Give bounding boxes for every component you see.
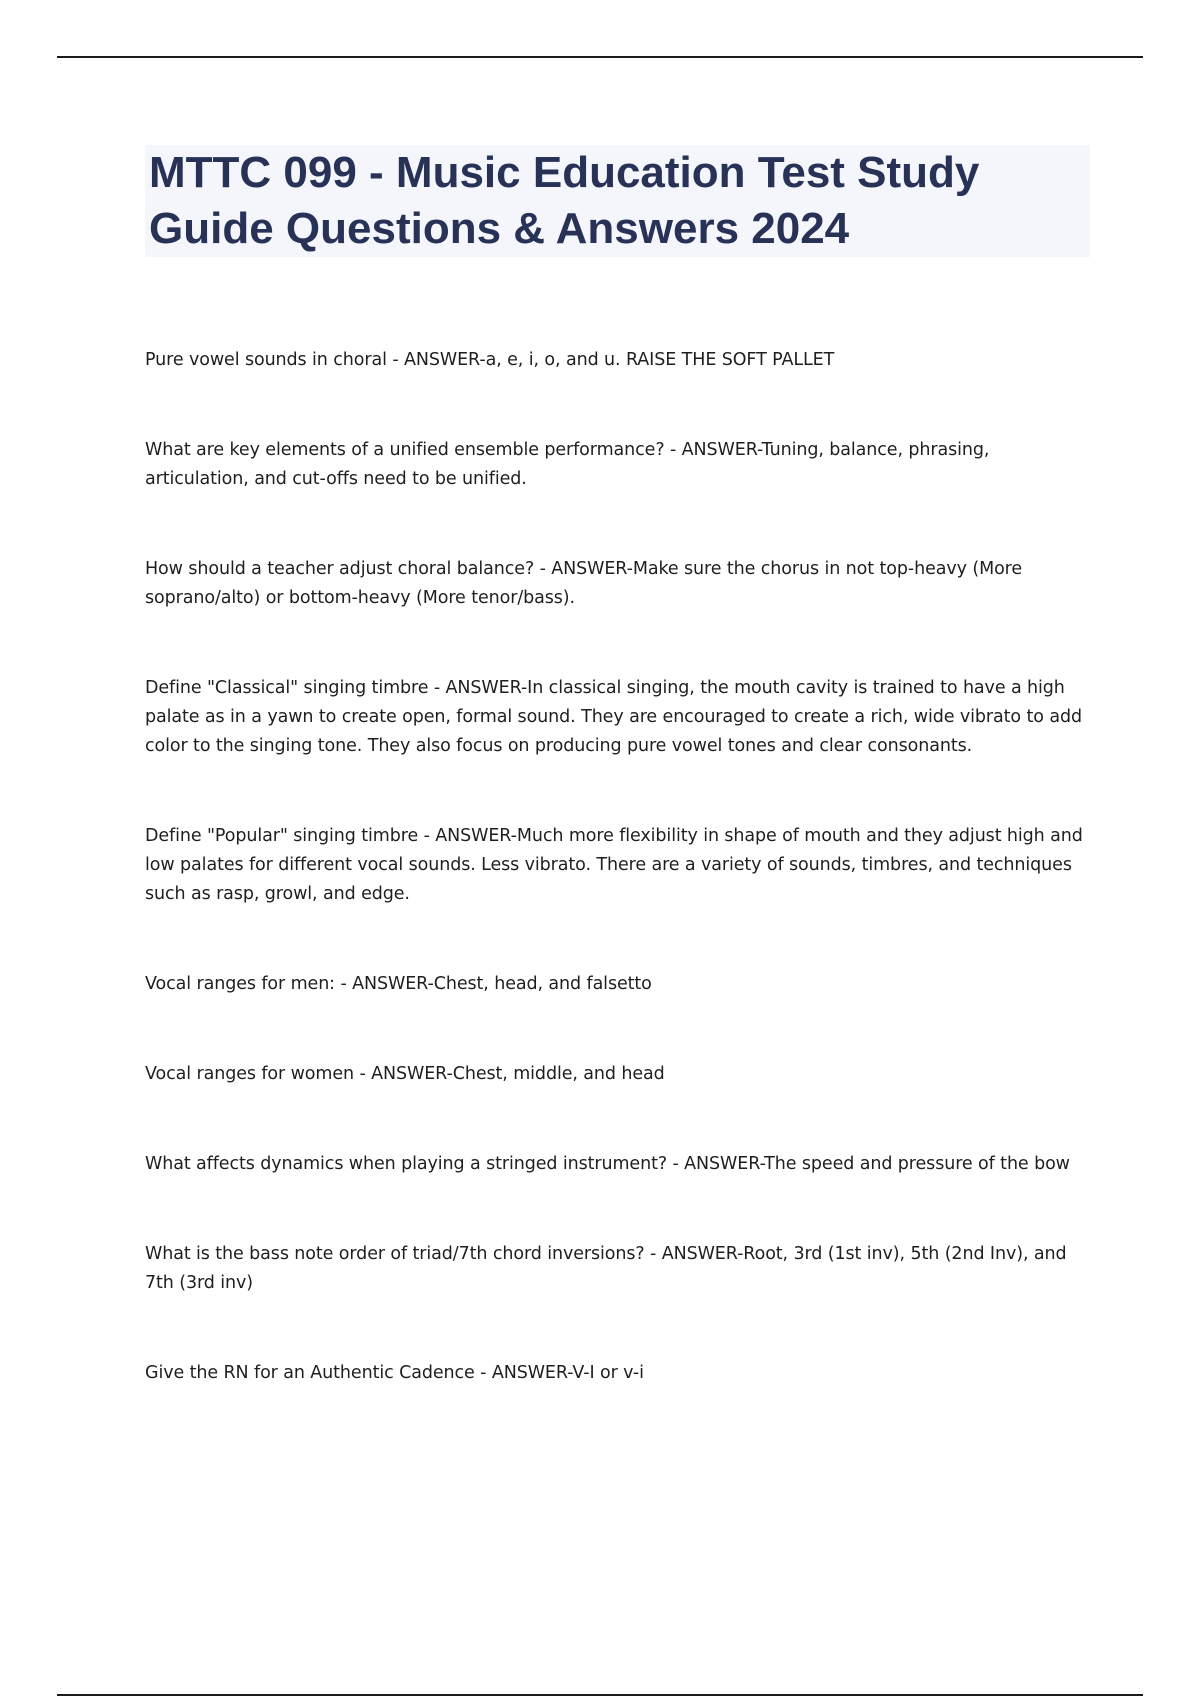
bottom-rule	[57, 1694, 1143, 1696]
qa-item: Pure vowel sounds in choral - ANSWER-a, e, i, o, and u. RAISE THE SOFT PALLET	[145, 350, 835, 370]
qa-item: Give the RN for an Authentic Cadence - ANSWER-V-I or v-i	[145, 1363, 644, 1383]
qa-item: Define "Classical" singing timbre - ANSWER-In classical singing, the mouth cavity is trained to have a high palate as in a yawn to create open, formal sound. They are encouraged to create a rich, wide vibrato to add color to the singing tone. They also focus on producing pure vowel tones and clear consonants.	[145, 678, 1082, 756]
qa-item: What affects dynamics when playing a stringed instrument? - ANSWER-The speed and pressure of the bow	[145, 1154, 1070, 1174]
document-title: MTTC 099 - Music Education Test Study Guide Questions & Answers 2024	[149, 148, 980, 253]
qa-item: What are key elements of a unified ensemble performance? - ANSWER-Tuning, balance, phrasing, articulation, and cut-offs need to be unified.	[145, 440, 990, 489]
qa-item: How should a teacher adjust choral balance? - ANSWER-Make sure the chorus in not top-heavy (More soprano/alto) or bottom-heavy (More tenor/bass).	[145, 559, 1023, 608]
title-banner	[145, 145, 1090, 257]
qa-item: What is the bass note order of triad/7th chord inversions? - ANSWER-Root, 3rd (1st inv), 5th (2nd Inv), and 7th (3rd inv)	[145, 1244, 1067, 1293]
qa-item: Vocal ranges for women - ANSWER-Chest, middle, and head	[145, 1064, 665, 1084]
qa-list	[145, 346, 1090, 1449]
qa-item: Vocal ranges for men: - ANSWER-Chest, head, and falsetto	[145, 974, 652, 994]
top-rule	[57, 56, 1143, 58]
qa-item: Define "Popular" singing timbre - ANSWER-Much more flexibility in shape of mouth and they adjust high and low palates for different vocal sounds. Less vibrato. There are a variety of sounds, timbres, and techniques such as rasp, growl, and edge.	[145, 826, 1083, 904]
